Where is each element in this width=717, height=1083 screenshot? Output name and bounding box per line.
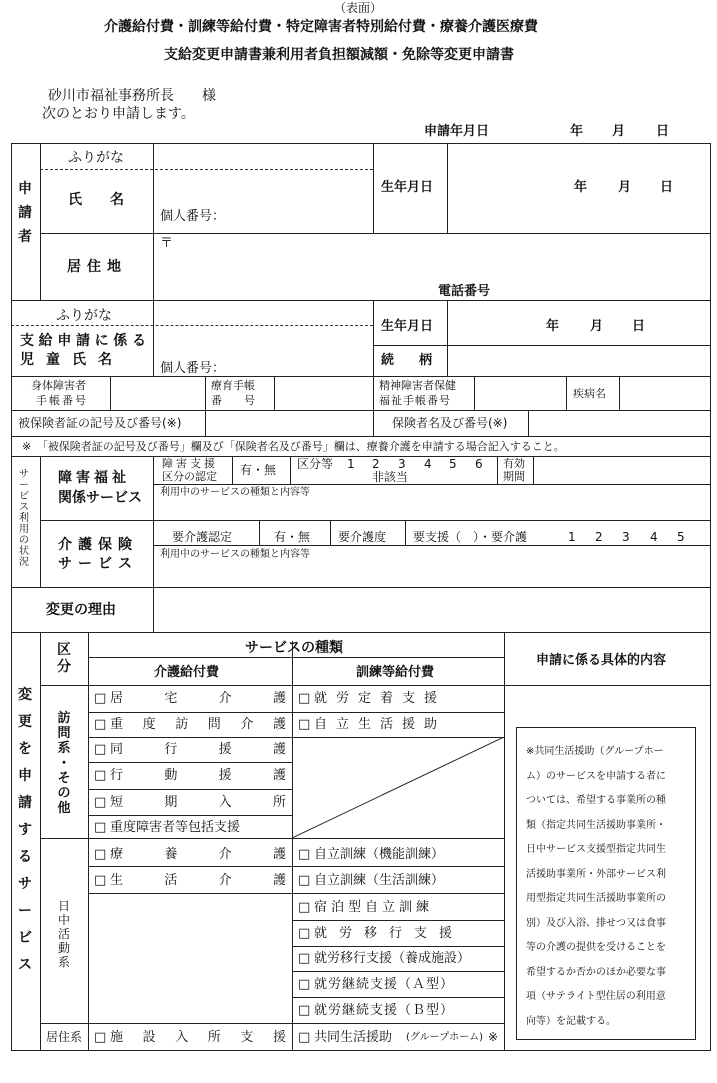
applicant-birth-day: 日 <box>660 180 674 195</box>
detail-note-text: ※共同生活援助（グループホー ム）のサービスを申請する者に ついては、希望する事業所の種 類（指定共同生活援助事業所・ 日中サービス支援型指定共同生 活援助事業所・外部サービス利 用型指定共同生活援助事業所の 別）及び入浴、排せつ又は食事 等の介護の提供を受けることを 希望するか否かのほか必要な事 項（サテライト型住居の利用意 向等）を記載する。 <box>526 746 666 1027</box>
welfare-service-label-1: 障害福祉 <box>58 470 130 486</box>
grade-3: 3 <box>398 457 406 471</box>
child-personal-number: 個人番号： <box>160 361 226 376</box>
day-kunren-item-1: 自立訓練（機能訓練） <box>314 847 445 862</box>
kunren-header: 訓練等給付費 <box>356 665 435 680</box>
mental-cert-label-2: 福祉手帳番号 <box>379 394 451 407</box>
application-date-label: 申請年月日 <box>424 124 490 139</box>
applicant-address-label: 居住地 <box>67 259 127 275</box>
child-birth-day: 日 <box>632 319 646 334</box>
care-insurance-label-1: 介護保険 <box>58 537 138 553</box>
visit-category-label: 訪 問 系 ・ そ の 他 <box>57 711 71 816</box>
child-furigana-label: ふりがな <box>56 308 112 324</box>
child-relationship-label: 続 柄 <box>381 353 439 368</box>
child-birth-year: 年 <box>546 319 560 334</box>
visit-kunren-item-2: 自立生活援助 <box>314 717 447 732</box>
day-kunren-checkbox-7[interactable]: □ <box>298 1003 311 1018</box>
application-date-month: 月 <box>612 124 626 139</box>
child-name-label-line1: 支 給 申 請 に 係 る <box>20 333 146 349</box>
grade-2: 2 <box>372 457 380 471</box>
applicant-birth-label: 生年月日 <box>381 180 434 195</box>
support-cert-label-1: 障害支援 <box>162 457 218 470</box>
support-level-label: 要支援（ ）・要介護 <box>413 530 528 544</box>
visit-kaigo-item-2: 重 度 訪 問 介 護 <box>110 717 286 732</box>
applicant-birth-month: 月 <box>618 180 632 195</box>
insurance-note: ※ 「被保険者証の記号及び番号」欄及び「保険者名及び番号」欄は、療養介護を申請する場合記入すること。 <box>22 440 565 453</box>
care-grade-4: 4 <box>650 530 658 544</box>
ryoiku-cert-label-2: 番 号 <box>211 394 255 407</box>
visit-kaigo-item-5: 短 期 入 所 <box>110 795 286 810</box>
day-kunren-checkbox-6[interactable]: □ <box>298 977 311 992</box>
applicant-birth-year: 年 <box>574 180 588 195</box>
care-insurance-label-2: サービス <box>58 556 138 572</box>
grade-5: 5 <box>449 457 457 471</box>
visit-kaigo-checkbox-1[interactable]: □ <box>94 691 107 706</box>
visit-kaigo-checkbox-5[interactable]: □ <box>94 795 107 810</box>
visit-kaigo-checkbox-3[interactable]: □ <box>94 742 107 757</box>
grade-label: 区分等 <box>297 457 334 471</box>
day-kaigo-item-1: 療 養 介 護 <box>110 847 286 862</box>
application-date-year: 年 <box>570 124 584 139</box>
day-kunren-item-3: 宿泊型自立訓練 <box>314 900 434 915</box>
disease-label: 疾病名 <box>573 387 606 400</box>
day-kunren-item-7: 就労継続支援（Ｂ型） <box>314 1003 455 1018</box>
residence-kunren-checkbox[interactable]: □ <box>298 1030 311 1045</box>
form-title-line1: 介護給付費・訓練等給付費・特定障害者特別給付費・療養介護医療費 <box>104 19 538 35</box>
insurer-label: 保険者名及び番号(※) <box>392 416 508 430</box>
visit-kunren-checkbox-2[interactable]: □ <box>298 717 311 732</box>
applicant-furigana-label: ふりがな <box>68 150 124 166</box>
visit-kaigo-item-1: 居 宅 介 護 <box>110 691 286 706</box>
care-grade-2: 2 <box>595 530 603 544</box>
residence-kaigo-item: 施 設 入 所 支 援 <box>110 1030 286 1045</box>
child-birth-month: 月 <box>590 319 604 334</box>
day-kunren-item-2: 自立訓練（生活訓練） <box>314 873 445 888</box>
day-kunren-item-5: 就労移行支援（養成施設） <box>314 951 471 966</box>
form-title-line2: 支給変更申請書兼利用者負担額減額・免除等変更申請書 <box>164 47 514 63</box>
support-cert-yes-no: 有・無 <box>240 463 277 477</box>
category-header: 区 分 <box>57 642 71 675</box>
service-types-header: サービスの種類 <box>245 640 343 656</box>
physical-cert-label-1: 身体障害者 <box>31 379 86 392</box>
mental-cert-label-1: 精神障害者保健 <box>379 379 456 392</box>
side-label: （表面） <box>334 1 383 15</box>
day-kunren-checkbox-2[interactable]: □ <box>298 873 311 888</box>
visit-kunren-checkbox-1[interactable]: □ <box>298 691 311 706</box>
care-in-use-label: 利用中のサービスの種類と内容等 <box>160 549 310 560</box>
applicant-name-label: 氏 名 <box>68 192 124 208</box>
welfare-in-use-label: 利用中のサービスの種類と内容等 <box>160 487 310 498</box>
care-cert-label: 要介護認定 <box>172 530 233 544</box>
care-level-label: 要介護度 <box>338 530 387 544</box>
visit-kaigo-checkbox-6[interactable]: □ <box>94 820 107 835</box>
not-applicable-label: 非該当 <box>372 470 409 484</box>
valid-period-label-1: 有効 <box>503 457 525 470</box>
kaigo-header: 介護給付費 <box>154 665 220 680</box>
care-grade-3: 3 <box>622 530 630 544</box>
detail-header: 申請に係る具体的内容 <box>536 653 667 668</box>
visit-kaigo-item-6: 重度障害者等包括支援 <box>110 820 241 835</box>
ryoiku-cert-label-1: 療育手帳 <box>211 379 255 392</box>
welfare-service-label-2: 関係サービス <box>58 490 142 506</box>
residence-kaigo-checkbox[interactable]: □ <box>94 1030 107 1045</box>
residence-kunren-item: 共同生活援助 <box>314 1030 393 1045</box>
addressee-line: 砂川市福祉事務所長 様 <box>48 88 216 104</box>
day-kunren-checkbox-4[interactable]: □ <box>298 926 311 941</box>
visit-kaigo-checkbox-2[interactable]: □ <box>94 717 107 732</box>
change-reason-label: 変更の理由 <box>46 602 116 618</box>
phone-label: 電話番号 <box>438 284 491 299</box>
support-cert-label-2: 区分の認定 <box>162 470 217 483</box>
applicant-section-label: 申 請 者 <box>18 181 32 245</box>
care-cert-yes-no: 有・無 <box>274 530 311 544</box>
day-kaigo-checkbox-2[interactable]: □ <box>94 873 107 888</box>
child-birth-label: 生年月日 <box>381 319 434 334</box>
physical-cert-label-2: 手帳番号 <box>36 394 88 407</box>
service-status-side-label: サ ー ビ ス 利 用 の 状 況 <box>19 469 29 568</box>
day-kaigo-item-2: 生 活 介 護 <box>110 873 286 888</box>
visit-kaigo-checkbox-4[interactable]: □ <box>94 768 107 783</box>
care-grade-5: 5 <box>677 530 685 544</box>
visit-kunren-item-1: 就労定着支援 <box>314 691 447 706</box>
request-statement: 次のとおり申請します。 <box>42 106 195 122</box>
valid-period-label-2: 期間 <box>503 470 525 483</box>
day-kunren-item-4: 就労移行支援 <box>314 926 465 941</box>
grade-4: 4 <box>424 457 432 471</box>
application-date-day: 日 <box>656 124 670 139</box>
residence-kunren-mark: ※ <box>488 1030 499 1044</box>
applicant-personal-number: 個人番号： <box>160 209 226 224</box>
care-grade-1: 1 <box>568 530 576 544</box>
residence-kunren-sub: (グループホーム) <box>406 1032 484 1043</box>
visit-kaigo-item-3: 同 行 援 護 <box>110 742 286 757</box>
day-category-label: 日 中 活 動 系 <box>57 899 70 969</box>
day-kunren-item-6: 就労継続支援（Ａ型） <box>314 977 455 992</box>
child-name-label-line2: 児童氏名 <box>20 352 124 368</box>
grade-6: 6 <box>475 457 483 471</box>
change-service-side-label: 変 更 を 申 請 す る サ ー ビ ス <box>18 687 32 973</box>
residence-category-label: 居住系 <box>46 1030 83 1044</box>
visit-kaigo-item-4: 行 動 援 護 <box>110 768 286 783</box>
day-kunren-checkbox-3[interactable]: □ <box>298 900 311 915</box>
day-kunren-checkbox-1[interactable]: □ <box>298 847 311 862</box>
grade-1: 1 <box>347 457 355 471</box>
day-kunren-checkbox-5[interactable]: □ <box>298 951 311 966</box>
postal-mark: 〒 <box>160 236 174 251</box>
insured-number-label: 被保険者証の記号及び番号(※) <box>18 416 182 430</box>
blank-diagonal <box>292 737 504 838</box>
day-kaigo-checkbox-1[interactable]: □ <box>94 847 107 862</box>
